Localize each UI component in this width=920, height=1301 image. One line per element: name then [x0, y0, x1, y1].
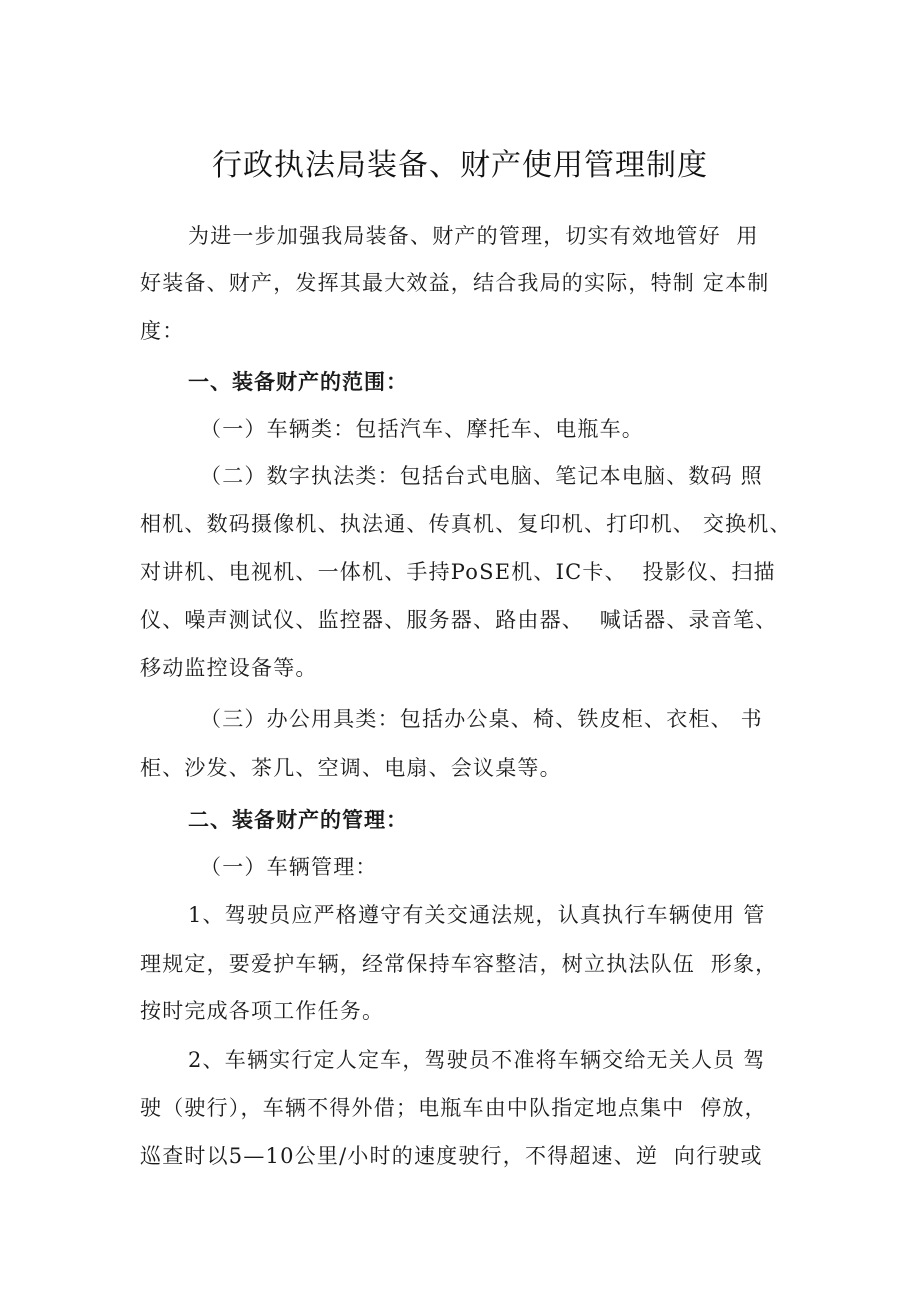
section-1-item-2-line-5: 移动监控设备等。	[140, 656, 318, 680]
section-2-sub-1: （一）车辆管理：	[200, 855, 378, 879]
section-1-item-2-line-1: （二）数字执法类：包括台式电脑、笔记本电脑、数码 照	[200, 464, 763, 488]
section-2-p1-line-2: 理规定，要爱护车辆，经常保持车容整洁，树立执法队伍 形象，	[140, 952, 778, 976]
section-1-heading: 一、装备财产的范围：	[188, 370, 408, 394]
section-1-item-3-line-2: 柜、沙发、茶几、空调、电扇、会议桌等。	[140, 756, 562, 780]
intro-line-2: 好装备、财产，发挥其最大效益，结合我局的实际，特制 定本制	[140, 271, 770, 295]
section-1-item-3-line-1: （三）办公用具类：包括办公桌、椅、铁皮柜、衣柜、 书	[200, 707, 763, 731]
section-1-item-2-line-3: 对讲机、电视机、一体机、手持PoSE机、IC卡、 投影仪、扫描	[140, 560, 776, 584]
section-1-item-1-line-1: （一）车辆类：包括汽车、摩托车、电瓶车。	[200, 417, 644, 441]
section-2-p2-line-3: 巡查时以5—10公里/小时的速度驶行，不得超速、逆 向行驶或	[140, 1144, 763, 1168]
section-2-p2-line-1: 2、车辆实行定人定车，驾驶员不准将车辆交给无关人员 驾	[188, 1048, 766, 1072]
section-2-heading: 二、装备财产的管理：	[188, 808, 408, 832]
intro-line-3: 度：	[140, 319, 185, 343]
section-1-item-2-line-2: 相机、数码摄像机、执法通、传真机、复印机、打印机、 交换机、	[140, 512, 792, 536]
section-2-p2-line-2: 驶（驶行），车辆不得外借；电瓶车由中队指定地点集中 停放，	[140, 1096, 767, 1120]
document-title: 行政执法局装备、财产使用管理制度	[212, 148, 708, 183]
section-2-p1-line-3: 按时完成各项工作任务。	[140, 999, 385, 1023]
section-2-p1-line-1: 1、驾驶员应严格遵守有关交通法规，认真执行车辆使用 管	[188, 903, 766, 927]
section-1-item-2-line-4: 仪、噪声测试仪、监控器、服务器、路由器、 喊话器、录音笔、	[140, 608, 778, 632]
intro-line-1: 为进一步加强我局装备、财产的管理，切实有效地管好 用	[188, 224, 759, 248]
